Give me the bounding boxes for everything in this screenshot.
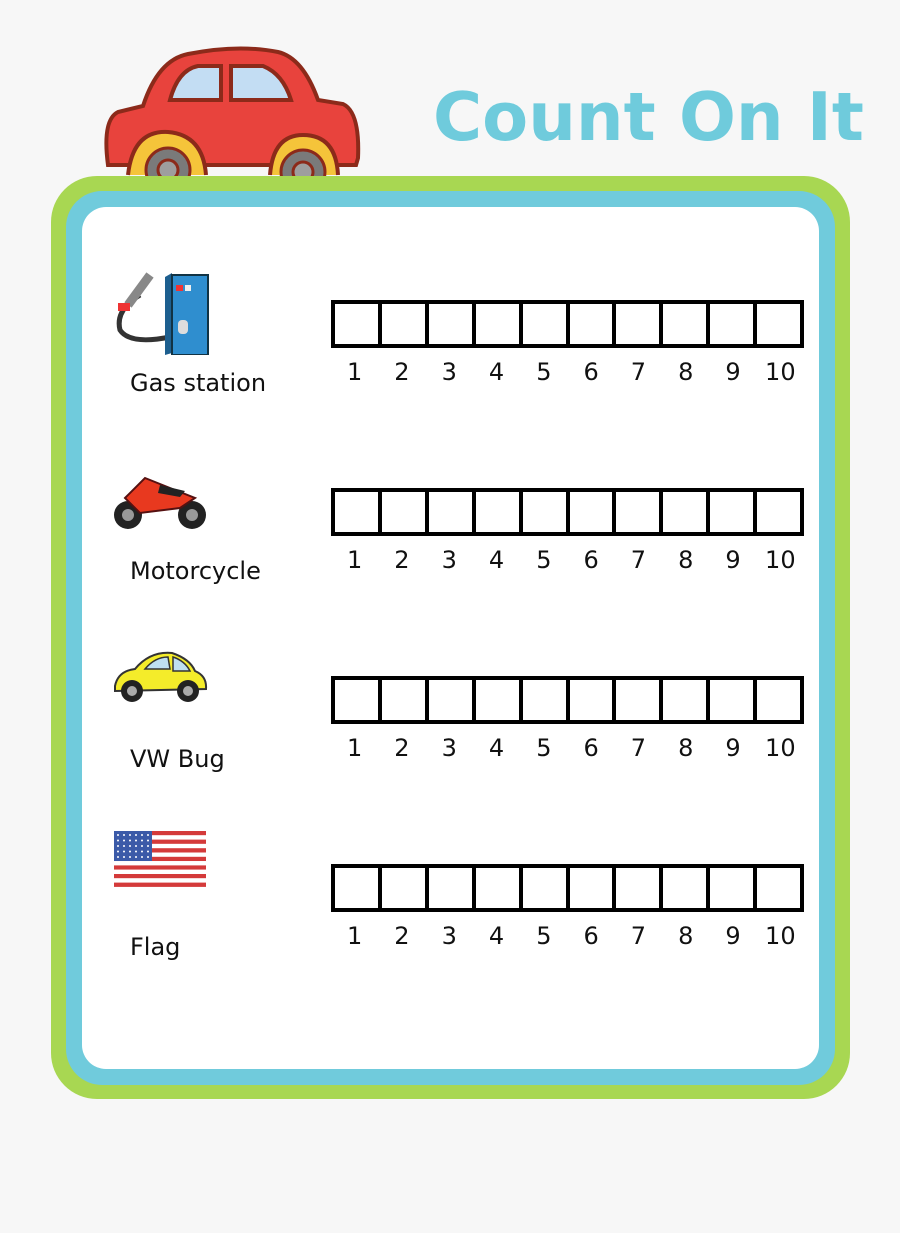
tally-number: 8	[678, 734, 694, 762]
tally-numbers	[331, 358, 804, 386]
tally-number: 3	[441, 358, 457, 386]
tally-number: 1	[347, 922, 363, 950]
tally-number: 7	[630, 922, 647, 950]
tally-box[interactable]	[523, 680, 570, 720]
tally-number: 3	[441, 734, 457, 762]
tally-box[interactable]	[429, 680, 476, 720]
tally-number: 10	[765, 358, 796, 386]
tally-box[interactable]	[476, 304, 523, 344]
tally-box[interactable]	[523, 492, 570, 532]
tally-box[interactable]	[663, 304, 710, 344]
tally-number: 2	[394, 922, 410, 950]
tally-number: 5	[536, 546, 552, 574]
tally-numbers	[331, 734, 804, 762]
tally-numbers	[331, 546, 804, 574]
tally-boxes	[331, 864, 804, 912]
tally-numbers	[331, 922, 804, 950]
tally-number: 6	[583, 546, 599, 574]
motorcycle-icon	[110, 453, 210, 543]
tally-box[interactable]	[757, 304, 800, 344]
tally-number: 3	[441, 922, 457, 950]
vw-bug-icon	[110, 641, 210, 731]
tally-number: 4	[488, 546, 505, 574]
tally-number: 2	[394, 734, 410, 762]
tally-box[interactable]	[663, 680, 710, 720]
tally-boxes	[331, 676, 804, 724]
tally-number: 8	[678, 358, 694, 386]
tally-number: 6	[583, 358, 599, 386]
tally-boxes	[331, 488, 804, 536]
red-car-illustration	[98, 40, 363, 180]
tally-box[interactable]	[616, 680, 663, 720]
tally-number: 1	[347, 546, 363, 574]
tally-box[interactable]	[523, 868, 570, 908]
tally-box[interactable]	[710, 492, 757, 532]
tally-box[interactable]	[616, 492, 663, 532]
tally-box[interactable]	[663, 492, 710, 532]
tally-number: 5	[536, 922, 552, 950]
tally-number: 6	[583, 922, 599, 950]
tally-box[interactable]	[616, 304, 663, 344]
row-label: Motorcycle	[130, 557, 261, 585]
tally-box[interactable]	[570, 680, 617, 720]
tally-box[interactable]	[335, 868, 382, 908]
tally-number: 10	[765, 546, 796, 574]
gas-pump-icon	[110, 265, 210, 355]
tally-box[interactable]	[710, 304, 757, 344]
tally-row	[0, 265, 900, 425]
tally-number: 9	[725, 922, 741, 950]
tally-box[interactable]	[382, 868, 429, 908]
tally-number: 7	[630, 734, 647, 762]
tally-number: 4	[488, 734, 505, 762]
tally-box[interactable]	[757, 492, 800, 532]
tally-box[interactable]	[429, 304, 476, 344]
tally-number: 5	[536, 734, 552, 762]
tally-box[interactable]	[335, 492, 382, 532]
tally-box[interactable]	[757, 868, 800, 908]
tally-box[interactable]	[476, 868, 523, 908]
tally-number: 7	[630, 358, 647, 386]
tally-number: 5	[536, 358, 552, 386]
tally-number: 4	[488, 358, 505, 386]
row-label: Flag	[130, 933, 181, 961]
tally-number: 6	[583, 734, 599, 762]
tally-box[interactable]	[335, 680, 382, 720]
tally-box[interactable]	[570, 492, 617, 532]
tally-row	[0, 453, 900, 613]
tally-number: 7	[630, 546, 647, 574]
tally-number: 10	[765, 922, 796, 950]
tally-box[interactable]	[382, 680, 429, 720]
tally-box[interactable]	[523, 304, 570, 344]
tally-number: 9	[725, 734, 741, 762]
tally-number: 3	[441, 546, 457, 574]
tally-number: 4	[488, 922, 505, 950]
tally-box[interactable]	[476, 680, 523, 720]
us-flag-icon	[110, 829, 210, 919]
tally-box[interactable]	[570, 304, 617, 344]
tally-number: 8	[678, 546, 694, 574]
tally-number: 8	[678, 922, 694, 950]
tally-box[interactable]	[476, 492, 523, 532]
tally-box[interactable]	[570, 868, 617, 908]
tally-box[interactable]	[710, 680, 757, 720]
tally-number: 1	[347, 358, 363, 386]
tally-box[interactable]	[382, 492, 429, 532]
tally-box[interactable]	[429, 868, 476, 908]
tally-box[interactable]	[757, 680, 800, 720]
row-label: Gas station	[130, 369, 267, 397]
tally-number: 9	[725, 546, 741, 574]
row-label: VW Bug	[130, 745, 225, 773]
tally-row	[0, 641, 900, 801]
tally-number: 9	[725, 358, 741, 386]
tally-box[interactable]	[382, 304, 429, 344]
tally-box[interactable]	[710, 868, 757, 908]
tally-row	[0, 829, 900, 989]
tally-box[interactable]	[429, 492, 476, 532]
tally-number: 2	[394, 546, 410, 574]
tally-number: 10	[765, 734, 796, 762]
tally-boxes	[331, 300, 804, 348]
tally-number: 2	[394, 358, 410, 386]
tally-box[interactable]	[663, 868, 710, 908]
tally-box[interactable]	[616, 868, 663, 908]
tally-box[interactable]	[335, 304, 382, 344]
page-title: Count On It	[433, 78, 864, 156]
tally-number: 1	[347, 734, 363, 762]
